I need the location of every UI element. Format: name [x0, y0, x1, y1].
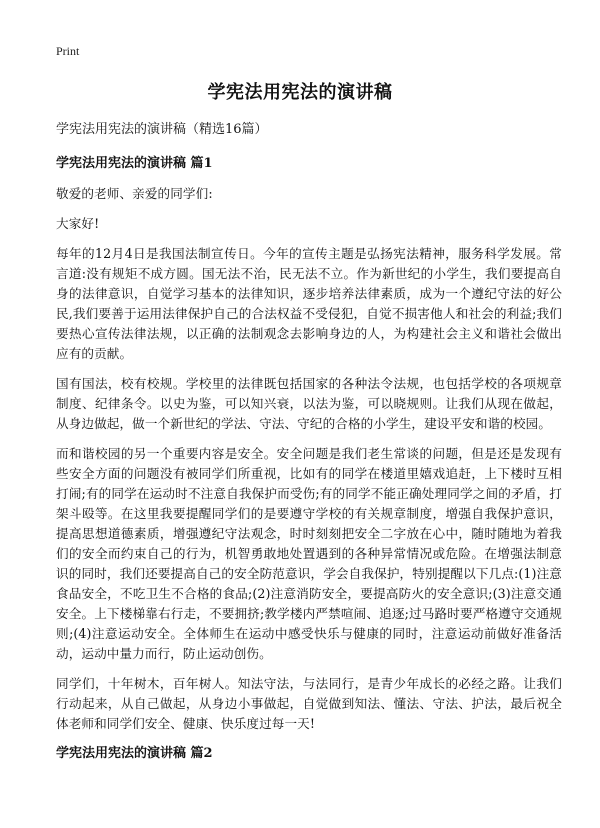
greeting-paragraph: 大家好!: [56, 216, 100, 231]
body-paragraph: 而和谐校园的另一个重要内容是安全。安全问题是我们老生常谈的问题，但是还是发现有些安全方面的问题没有被同学们所重视，比如有的同学在楼道里嬉戏追赶，上下楼时互相打闹;有的同学在运动时不注意自我保护而受伤;有的同学不能正确处理同学之间的矛盾，打架斗殴等。在这里我要提醒同学们的是要遵守学校的有关规章制度，增强自我保护意识，提高思想道德素质，增强遵纪守法观念，时时刻刻把安全二字放在心中，随时随地为着我们的安全而约束自己的行为，机智勇敢地处置遇到的各种异常情况或危险。在增强法制意识的同时，我们还要提高自己的安全防范意识，学会自我保护，特别提醒以下几点:(1)注意食品安全，不吃卫生不合格的食品;(2)注意消防安全，要提高防火的安全意识;(3)注意交通安全。上下楼梯靠右行走，不要拥挤;教学楼内严禁喧闹、追逐;过马路时要严格遵守交通规则;(4)注意运动安全。全体师生在运动中感受快乐与健康的同时，注意运动前做好准备活动，运动中量力而行，防止运动创伤。: [56, 446, 562, 661]
section-2: [56, 744, 562, 764]
salutation-paragraph: 敬爱的老师、亲爱的同学们:: [56, 186, 213, 201]
section-1: [56, 154, 562, 734]
body-paragraph: 国有国法，校有校规。学校里的法律既包括国家的各种法令法规，也包括学校的各项规章制度、纪律条令。以史为鉴，可以知兴衰，以法为鉴，可以晓规则。让我们从现在做起，从身边做起，做一个新世纪的学法、守法、守纪的合格的小学生，建设平安和谐的校园。: [56, 376, 562, 431]
document-body: [56, 120, 562, 774]
body-paragraph: 每年的12月4日是我国法制宣传日。今年的宣传主题是弘扬宪法精神，服务科学发展。常言道:没有规矩不成方圆。国无法不治，民无法不立。作为新世纪的小学生，我们要提高自身的法律意识，自觉学习基本的法律知识，逐步培养法律素质，成为一个遵纪守法的好公民,我们要善于运用法律保护自己的合法权益不受侵犯，自觉不损害他人和社会的利益;我们要热心宣传法律法规，以正确的法制观念去影响身边的人，为构建社会主义和谐社会做出应有的贡献。: [56, 246, 562, 361]
body-paragraph: 同学们，十年树木，百年树人。知法守法，与法同行，是青少年成长的必经之路。让我们行动起来，从自己做起，从身边小事做起，自觉做到知法、懂法、守法、护法，最后祝全体老师和同学们安全、健康、快乐度过每一天!: [56, 676, 562, 731]
document-title: 学宪法用宪法的演讲稿: [207, 82, 393, 103]
document-subtitle: 学宪法用宪法的演讲稿（精选16篇）: [56, 122, 268, 137]
section-heading: 学宪法用宪法的演讲稿 篇1: [56, 156, 213, 171]
section-heading: 学宪法用宪法的演讲稿 篇2: [56, 746, 213, 761]
print-link[interactable]: Print: [56, 44, 80, 58]
